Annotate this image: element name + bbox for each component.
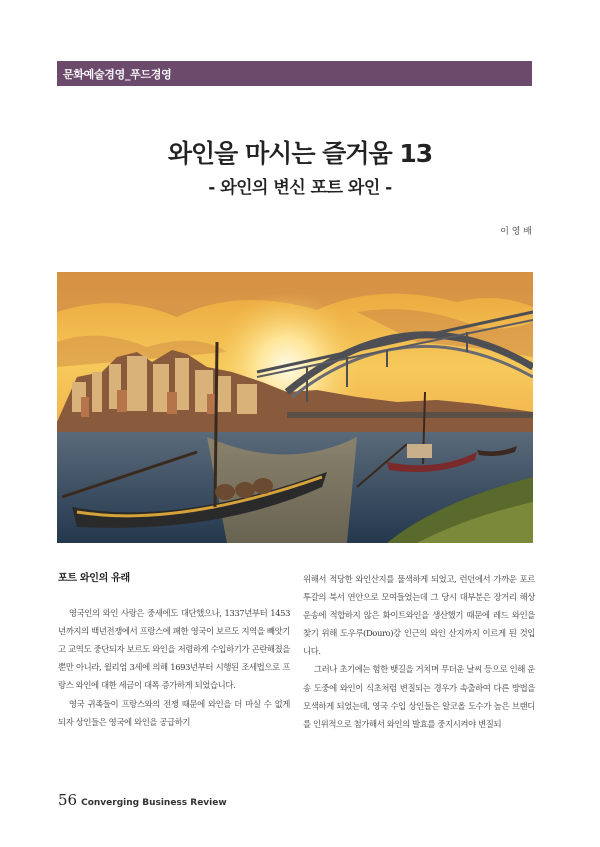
left-paragraph-2: 영국 귀족들이 프랑스와의 전쟁 때문에 와인을 더 마실 수 없게 되자 상인들은 영국에 와인을 공급하기 [58,698,290,727]
right-paragraph-2: 그러나 초기에는 험한 뱃길을 거치며 무더운 날씨 등으로 인해 운송 도중에 와인이 식초처럼 변질되는 경우가 속출하여 다른 방법을 모색하게 되었는데, 영국 수입 상인들은 알코올 도수가 높은 브랜디를 인위적으로 첨가해서 와인의 발효를 중지시켜야 변질되 [303,664,535,729]
author-name: 이 영 배 [500,227,532,237]
category-label: 문화예술경영_푸드경영 [63,67,172,81]
page-footer [58,791,227,809]
page-number: 56 [58,791,78,809]
article-title: 와인을 마시는 즐거움 13 [167,139,433,168]
journal-name: Converging Business Review [81,798,227,808]
right-paragraph-1: 위해서 적당한 와인산지를 물색하게 되었고, 런던에서 가까운 포르투갈의 북서 연안으로 모여들었는데 그 당시 대부분은 장거리 해상운송에 적합하지 않은 화이트와인을 생산했기 때문에 레드 와인을 찾기 위해 도우루(Douro)강 인근의 와인 산지까지 이르게 된 것입니다. [303,574,535,657]
left-column [58,570,290,731]
category-banner [57,61,532,86]
article-subtitle: - 와인의 변신 포트 와인 - [208,178,392,198]
porto-river-photo [57,272,533,543]
left-paragraph-1: 영국인의 와인 사랑은 중세에도 대단했으나, 1337년부터 1453년까지의 백년전쟁에서 프랑스에 패한 영국이 보르도 지역을 빼앗기고 교역도 중단되자 보르도 와인을 저렴하게 수입하기가 곤란해졌을 뿐만 아니라, 윌리엄 3세에 의해 1693년부터 시행된 조세법으로 프랑스 와인에 대한 세금이 대폭 증가하게 되었습니다. [58,608,290,691]
section-title: 포트 와인의 유래 [58,573,130,584]
right-column [303,570,535,733]
